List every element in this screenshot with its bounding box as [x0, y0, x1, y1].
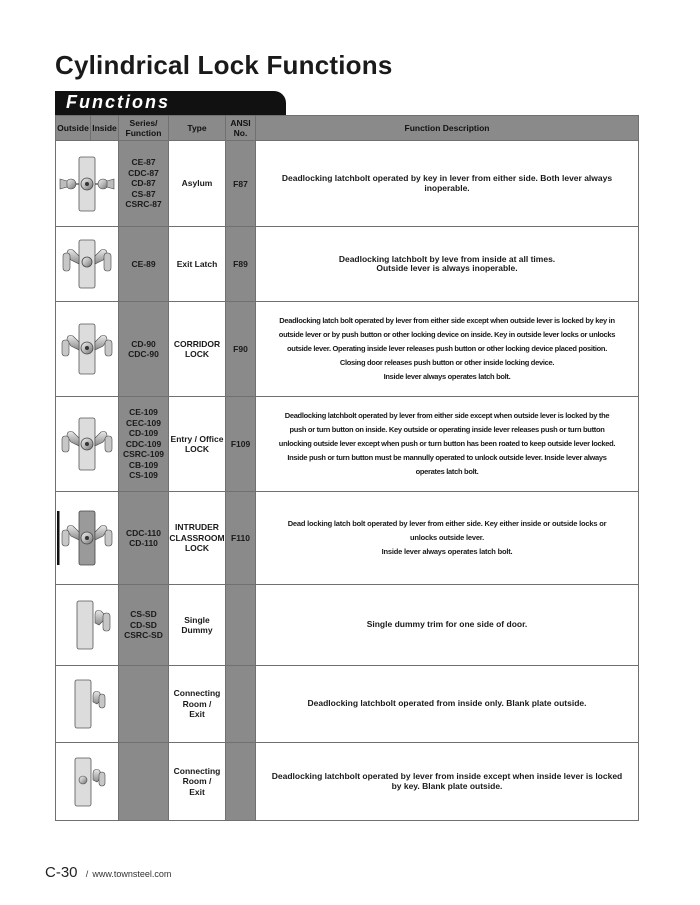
- blank-plate-keyed-icon: [59, 754, 115, 810]
- ansi-cell: F110: [226, 492, 256, 585]
- table-row: [56, 227, 639, 302]
- page-title: Cylindrical Lock Functions: [55, 50, 393, 80]
- type-label: Connecting: [173, 765, 221, 776]
- type-label: Room /: [182, 698, 212, 709]
- series-code: CSRC-SD: [124, 630, 163, 641]
- series-code: CS-SD: [130, 609, 157, 620]
- series-code: CDC-87: [128, 167, 159, 178]
- description-line: Single dummy trim for one side of door.: [366, 619, 528, 630]
- section-tab: [55, 91, 286, 115]
- ansi-cell: [226, 585, 256, 666]
- description-cell: [256, 666, 639, 743]
- lock-functions-table: [55, 115, 639, 821]
- lock-image-cell: [56, 743, 119, 821]
- lever-lock-keyed-icon: [57, 153, 117, 215]
- lock-image-cell: [56, 492, 119, 585]
- footer-separator: /: [85, 869, 89, 879]
- series-cell-empty: [119, 743, 169, 821]
- series-cell: [119, 141, 169, 227]
- lever-lock-double-keyed-icon: [57, 507, 117, 569]
- header-ansi-line1: ANSI: [230, 118, 251, 128]
- lever-lock-keyed-icon: [57, 414, 117, 474]
- series-cell: [119, 227, 169, 302]
- series-code: CDC-90: [128, 349, 159, 359]
- description-cell: [256, 492, 639, 585]
- series-code: CEC-109: [126, 417, 161, 428]
- description-line: unlocks outside lever.: [410, 533, 484, 542]
- description-line: Inside lever always operates latch bolt.: [381, 547, 513, 556]
- website-link[interactable]: www.townsteel.com: [92, 869, 172, 879]
- description-line: Deadlocking latchbolt operated by lever from either side except when outside lever is locked by the: [284, 411, 610, 420]
- header-series-line2: Function: [125, 128, 162, 138]
- ansi-cell: [226, 743, 256, 821]
- series-code: CB-109: [128, 459, 159, 470]
- header-inside: Inside: [91, 116, 119, 141]
- table-row: [56, 397, 639, 492]
- type-label: Room /: [182, 776, 212, 787]
- ansi-cell: F90: [226, 302, 256, 397]
- type-label: Exit Latch: [176, 258, 218, 269]
- series-code: CS-109: [129, 470, 158, 481]
- table-row: [56, 666, 639, 743]
- type-label: CORRIDOR: [173, 338, 221, 349]
- table-header-row: [56, 116, 639, 141]
- series-code: CSRC-109: [122, 449, 165, 460]
- type-label: INTRUDER: [175, 522, 219, 533]
- description-line: Inside lever always operates latch bolt.: [383, 372, 511, 381]
- type-label: Asylum: [181, 178, 213, 189]
- lock-image-cell: [56, 397, 119, 492]
- description-line: Outside lever is always inoperable.: [376, 263, 518, 273]
- description-line: outside lever. Operating inside lever releases push button or other locking device placed position.: [287, 344, 607, 353]
- series-code: CD-109: [128, 428, 159, 439]
- series-cell: [119, 302, 169, 397]
- lock-image-cell: [56, 585, 119, 666]
- header-series: [119, 116, 169, 141]
- dummy-lever-icon: [59, 597, 115, 653]
- series-cell-empty: [119, 666, 169, 743]
- type-label: LOCK: [184, 444, 210, 454]
- series-code: CD-110: [129, 538, 158, 548]
- series-code: CS-87: [131, 188, 156, 199]
- series-code: CE-109: [129, 407, 158, 418]
- type-cell: [169, 492, 226, 585]
- description-line: Deadlocking latchbolt operated from inside only. Blank plate outside.: [307, 698, 587, 709]
- series-code: CE-89: [131, 258, 156, 269]
- lever-lock-icon: [59, 236, 115, 292]
- description-cell: [256, 743, 639, 821]
- lock-image-cell: [56, 302, 119, 397]
- description-line: unlocking outside lever except when push or turn button has been roated to keep outside lever locked.: [278, 439, 616, 448]
- table-row: [56, 141, 639, 227]
- type-cell: [169, 666, 226, 743]
- type-label: Single: [184, 614, 210, 625]
- description-line: Dead locking latch bolt operated by lever from either side. Key either inside or outside locks or: [287, 519, 607, 528]
- table-row: [56, 585, 639, 666]
- series-code: CSRC-87: [125, 199, 162, 210]
- description-cell: [256, 397, 639, 492]
- description-line: Deadlocking latch bolt operated by lever from either side except when outside lever is locked by key in: [279, 316, 615, 325]
- header-ansi: [226, 116, 256, 141]
- page-number: C-30: [45, 864, 78, 881]
- lever-lock-keyed-icon: [57, 320, 117, 378]
- description-cell: [256, 227, 639, 302]
- type-label: Dummy: [181, 625, 213, 635]
- description-line: by key. Blank plate outside.: [391, 780, 503, 791]
- header-ansi-line2: No.: [233, 128, 248, 138]
- series-cell: [119, 585, 169, 666]
- ansi-cell: F89: [226, 227, 256, 302]
- lock-image-cell: [56, 141, 119, 227]
- description-line: Deadlocking latchbolt by leve from inside at all times.: [338, 253, 556, 264]
- description-line: Deadlocking latchbolt operated by lever from inside except when inside lever is locked: [271, 771, 623, 781]
- description-line: outside lever or by push button or other locking device on inside. Key in outside lever locks or unlocks: [278, 330, 616, 339]
- description-cell: [256, 302, 639, 397]
- ansi-cell: F109: [226, 397, 256, 492]
- type-label: Exit: [189, 709, 205, 720]
- series-code: CD-90: [131, 338, 156, 349]
- table-row: [56, 743, 639, 821]
- type-label: CLASSROOM: [169, 532, 225, 543]
- type-label: Entry / Office: [170, 433, 224, 444]
- series-code: CD-87: [131, 178, 156, 189]
- page-footer: [45, 864, 171, 881]
- blank-plate-icon: [59, 676, 115, 732]
- type-cell: [169, 743, 226, 821]
- header-description: Function Description: [256, 116, 639, 141]
- description-line: Deadlocking latchbolt operated by key in lever from either side. Both lever always: [281, 173, 613, 183]
- header-type: Type: [169, 116, 226, 141]
- type-label: Connecting: [173, 688, 221, 699]
- type-label: Exit: [189, 786, 205, 797]
- description-cell: [256, 141, 639, 227]
- lock-image-cell: [56, 666, 119, 743]
- type-cell: [169, 141, 226, 227]
- series-code: CDC-109: [125, 438, 162, 449]
- ansi-cell: [226, 666, 256, 743]
- description-cell: [256, 585, 639, 666]
- table-row: [56, 302, 639, 397]
- series-code: CE-87: [131, 157, 156, 168]
- description-line: Inside push or turn button must be mannully operated to unlock outside lever. Inside lever always: [287, 453, 607, 462]
- lock-image-cell: [56, 227, 119, 302]
- type-cell: [169, 227, 226, 302]
- header-series-line1: Series/: [129, 118, 158, 128]
- type-label: LOCK: [184, 543, 210, 554]
- series-cell: [119, 397, 169, 492]
- header-outside: Outside: [56, 116, 91, 141]
- ansi-cell: F87: [226, 141, 256, 227]
- type-label: LOCK: [184, 349, 210, 359]
- description-line: operates latch bolt.: [415, 467, 479, 476]
- table-row: [56, 492, 639, 585]
- type-cell: [169, 302, 226, 397]
- series-cell: [119, 492, 169, 585]
- series-code: CDC-110: [126, 527, 161, 538]
- type-cell: [169, 585, 226, 666]
- series-code: CD-SD: [130, 619, 157, 630]
- description-line: Closing door releases push button or other inside locking device.: [339, 358, 555, 367]
- type-cell: [169, 397, 226, 492]
- description-line: inoperable.: [424, 182, 470, 193]
- description-line: push or turn button on inside. Key outside or operating inside lever releases push or turn button: [289, 425, 605, 434]
- section-tab-label: Functions: [66, 92, 170, 112]
